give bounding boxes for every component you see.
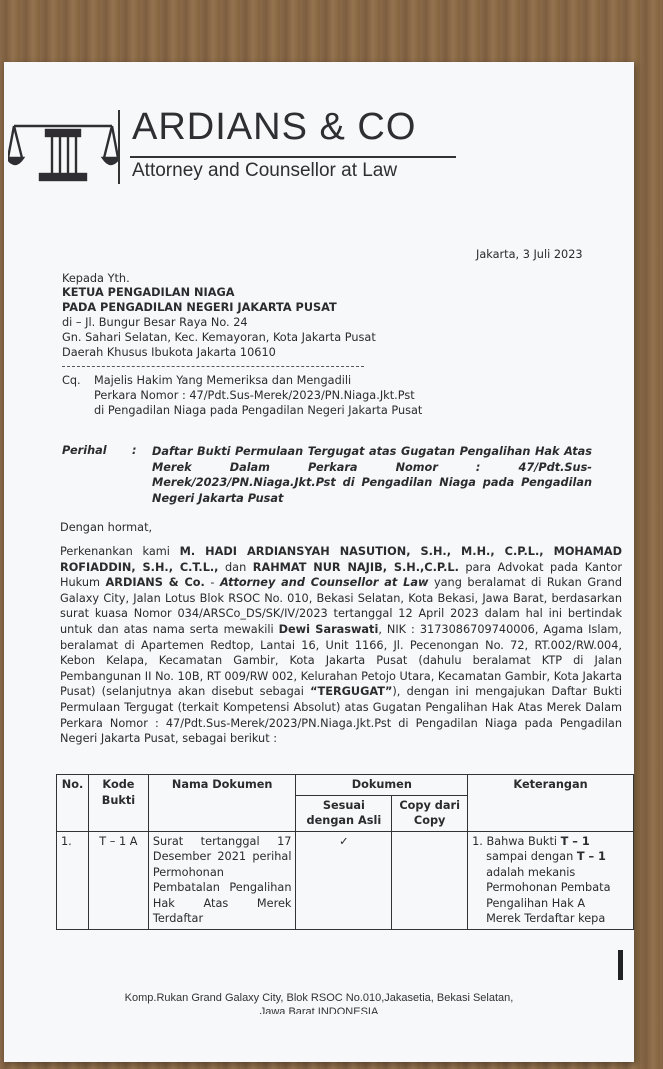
ket-line-2-bold: T – 1 xyxy=(576,850,606,863)
body-text-5: yang beralamat di Rukan Grand Galaxy City, Jalan Lotus Blok RSOC No. 010, Bekasi Selatan, Kota Bekasi, Jawa Barat, berdasarkan surat kuasa Nomor 034/ARSCo_DS/SK/IV/2023 tertanggal 12 April 2023 dalam hal ini bertindak untuk dan atas nama serta mewakili xyxy=(60,576,622,636)
col-header-nama: Nama Dokumen xyxy=(148,775,296,832)
firm-tagline: Attorney and Counsellor at Law xyxy=(132,160,398,181)
cq-line-2: Perkara Nomor : 47/Pdt.Sus-Merek/2023/PN.Niaga.Jkt.Pst xyxy=(94,389,415,402)
firm-description: Attorney and Counsellor at Law xyxy=(219,576,429,590)
col-header-copy: Copy dari Copy xyxy=(392,795,468,831)
letterhead xyxy=(4,104,634,194)
firm-name: ARDIANS & CO xyxy=(132,106,417,148)
advocate-names-2: RAHMAT NUR NAJIB, S.H.,C.P.L. xyxy=(252,560,459,574)
recipient-line-2: PADA PENGADILAN NEGERI JAKARTA PUSAT xyxy=(62,301,337,314)
evidence-table xyxy=(56,774,634,930)
cell-keterangan xyxy=(468,831,634,929)
body-text-4: - xyxy=(204,576,220,590)
ket-line-1: Bahwa Bukti xyxy=(486,834,561,848)
perihal-text: Daftar Bukti Permulaan Tergugat atas Gugatan Pengalihan Hak Atas Merek Dalam Perkara Nomor : 47/Pdt.Sus-Merek/2023/PN.Niaga.Jkt.Pst di Pengadilan Niaga pada Pengadilan Negeri Jakarta Pusat xyxy=(152,445,592,505)
scales-of-justice-icon xyxy=(8,112,118,186)
body-text-6: , NIK : 3173086709740006, Agama Islam, beralamat di Apartemen Redtop, Lantai 16, Unit 1166, Jl. Pecenongan No. 72, RT.002/RW.004, Kebon Kelapa, Kecamatan Gambir, Kota Jakarta Pusat (dahulu beralamat KTP di Jalan Pembangunan II No. 10B, RT 009/RW 002, Kelurahan Petojo Utara, Kecamatan Gambir, Kota Jakarta Pusat) (selanjutnya akan disebut sebagai xyxy=(60,622,623,699)
recipient-line-3: di – Jl. Bungur Besar Raya No. 24 xyxy=(62,316,248,329)
perihal-label: Perihal xyxy=(62,444,107,457)
cell-sesuai-check: ✓ xyxy=(296,831,392,929)
cq-line-3: di Pengadilan Niaga pada Pengadilan Negeri Jakarta Pusat xyxy=(94,404,423,417)
firm-name-inline: ARDIANS & Co. xyxy=(105,576,205,590)
body-text-3: para Advokat pada Kantor Hukum xyxy=(60,560,623,590)
client-name: Dewi Saraswati xyxy=(278,622,379,636)
letterhead-divider xyxy=(118,110,120,184)
ket-line-2: sampai dengan xyxy=(486,850,577,863)
ket-line-3: adalah mekanis xyxy=(486,865,576,879)
recipient-line-5: Daerah Khusus Ibukota Jakarta 10610 xyxy=(62,346,276,359)
ket-line-1-bold: T – 1 xyxy=(560,834,590,848)
col-header-kode: Kode Bukti xyxy=(88,775,148,832)
recipient-line-4: Gn. Sahari Selatan, Kec. Kemayoran, Kota Jakarta Pusat xyxy=(62,331,376,344)
col-header-keterangan: Keterangan xyxy=(468,775,634,832)
tergugat-label: “TERGUGAT” xyxy=(310,685,393,699)
cell-kode: T – 1 A xyxy=(88,831,148,929)
ket-number: 1. xyxy=(472,834,483,848)
body-text-7: ), dengan ini mengajukan Daftar Bukti Permulaan Tergugat (terkait Kompetensi Absolut) atas Gugatan Pengalihan Hak Atas Merek Dalam Perkara Nomor : 47/Pdt.Sus-Merek/2023/PN.Niaga.Jkt.Pst di Pengadilan Niaga pada Pengadilan Negeri Jakarta Pusat, sebagai berikut : xyxy=(60,685,623,746)
cell-copy xyxy=(392,831,468,929)
col-header-sesuai: Sesuai dengan Asli xyxy=(296,795,392,831)
dashed-divider xyxy=(62,366,364,367)
col-header-no: No. xyxy=(57,775,89,832)
body-text-1: Perkenankan kami xyxy=(60,545,180,558)
margin-mark xyxy=(618,950,623,980)
ket-line-5: Pengalihan Hak A xyxy=(486,896,586,910)
body-text-2: dan xyxy=(218,560,253,574)
footer-address-2: Jawa Barat INDONESIA xyxy=(259,1006,379,1014)
letter-page xyxy=(4,62,634,1062)
ket-line-4: Permohonan Pembata xyxy=(486,881,611,894)
letterhead-rule xyxy=(130,156,456,158)
body-paragraph xyxy=(60,544,622,747)
table-header-row xyxy=(57,775,634,796)
salutation: Dengan hormat, xyxy=(60,521,153,534)
perihal-colon: : xyxy=(132,444,137,457)
table-row xyxy=(57,831,634,929)
col-header-dokumen: Dokumen xyxy=(296,775,468,796)
footer-address-1: Komp.Rukan Grand Galaxy City, Blok RSOC No.010,Jakasetia, Bekasi Selatan, xyxy=(124,992,514,1004)
letter-date: Jakarta, 3 Juli 2023 xyxy=(476,248,583,261)
cell-no: 1. xyxy=(57,831,89,929)
recipient-line-1: KETUA PENGADILAN NIAGA xyxy=(62,286,235,299)
cq-label: Cq. xyxy=(62,374,81,387)
cell-nama: Surat tertanggal 17 Desember 2021 perihal Permohonan Pembatalan Pengalihan Hak Atas Merek Terdaftar xyxy=(148,831,296,929)
cq-line-1: Majelis Hakim Yang Memeriksa dan Mengadili xyxy=(94,374,352,387)
ket-line-6: Merek Terdaftar kepa xyxy=(486,912,606,925)
advocate-names-1: M. HADI ARDIANSYAH NASUTION, S.H., M.H., C.P.L., MOHAMAD ROFIADDIN, S.H., C.T.L., xyxy=(60,545,622,574)
recipient-greeting: Kepada Yth. xyxy=(62,272,130,285)
